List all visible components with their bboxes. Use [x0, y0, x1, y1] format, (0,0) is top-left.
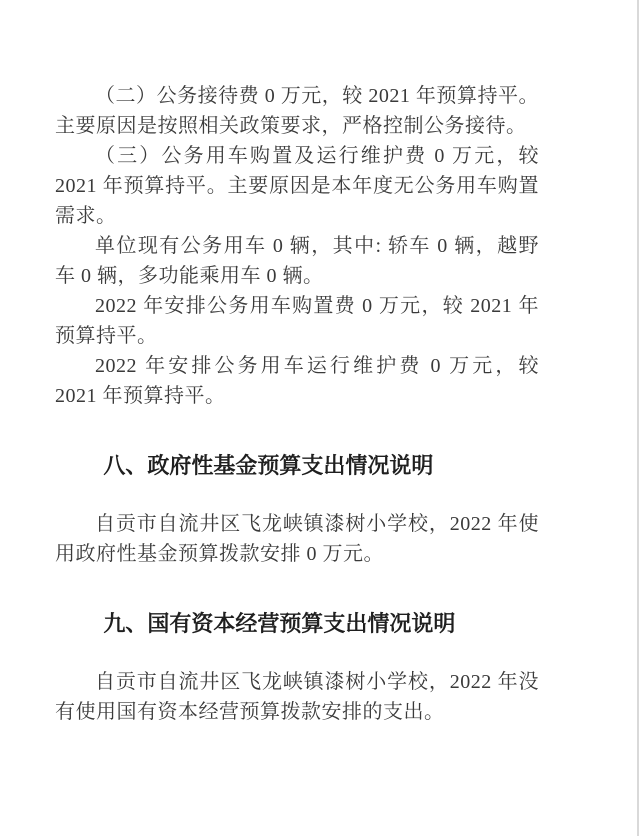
body-paragraph: 2022 年安排公务用车运行维护费 0 万元，较 2021 年预算持平。 — [55, 355, 539, 407]
body-paragraph: （三）公务用车购置及运行维护费 0 万元，较 2021 年预算持平。主要原因是本年度无公务用车购置需求。 — [55, 145, 539, 227]
body-paragraph: 自贡市自流井区飞龙峡镇漆树小学校，2022 年没有使用国有资本经营预算拨款安排的支出。 — [55, 671, 539, 723]
body-paragraph: 自贡市自流井区飞龙峡镇漆树小学校，2022 年使用政府性基金预算拨款安排 0 万元。 — [55, 513, 539, 565]
body-paragraph: 单位现有公务用车 0 辆，其中: 轿车 0 辆，越野车 0 辆，多功能乘用车 0 辆。 — [55, 235, 539, 287]
body-paragraph: （二）公务接待费 0 万元，较 2021 年预算持平。主要原因是按照相关政策要求，严格控制公务接待。 — [55, 85, 539, 137]
page-edge-divider — [637, 0, 639, 836]
document-content — [55, 81, 539, 727]
section-heading: 九、国有资本经营预算支出情况说明 — [103, 611, 456, 636]
section-heading: 八、政府性基金预算支出情况说明 — [103, 453, 434, 478]
body-paragraph: 2022 年安排公务用车购置费 0 万元，较 2021 年预算持平。 — [55, 295, 539, 347]
